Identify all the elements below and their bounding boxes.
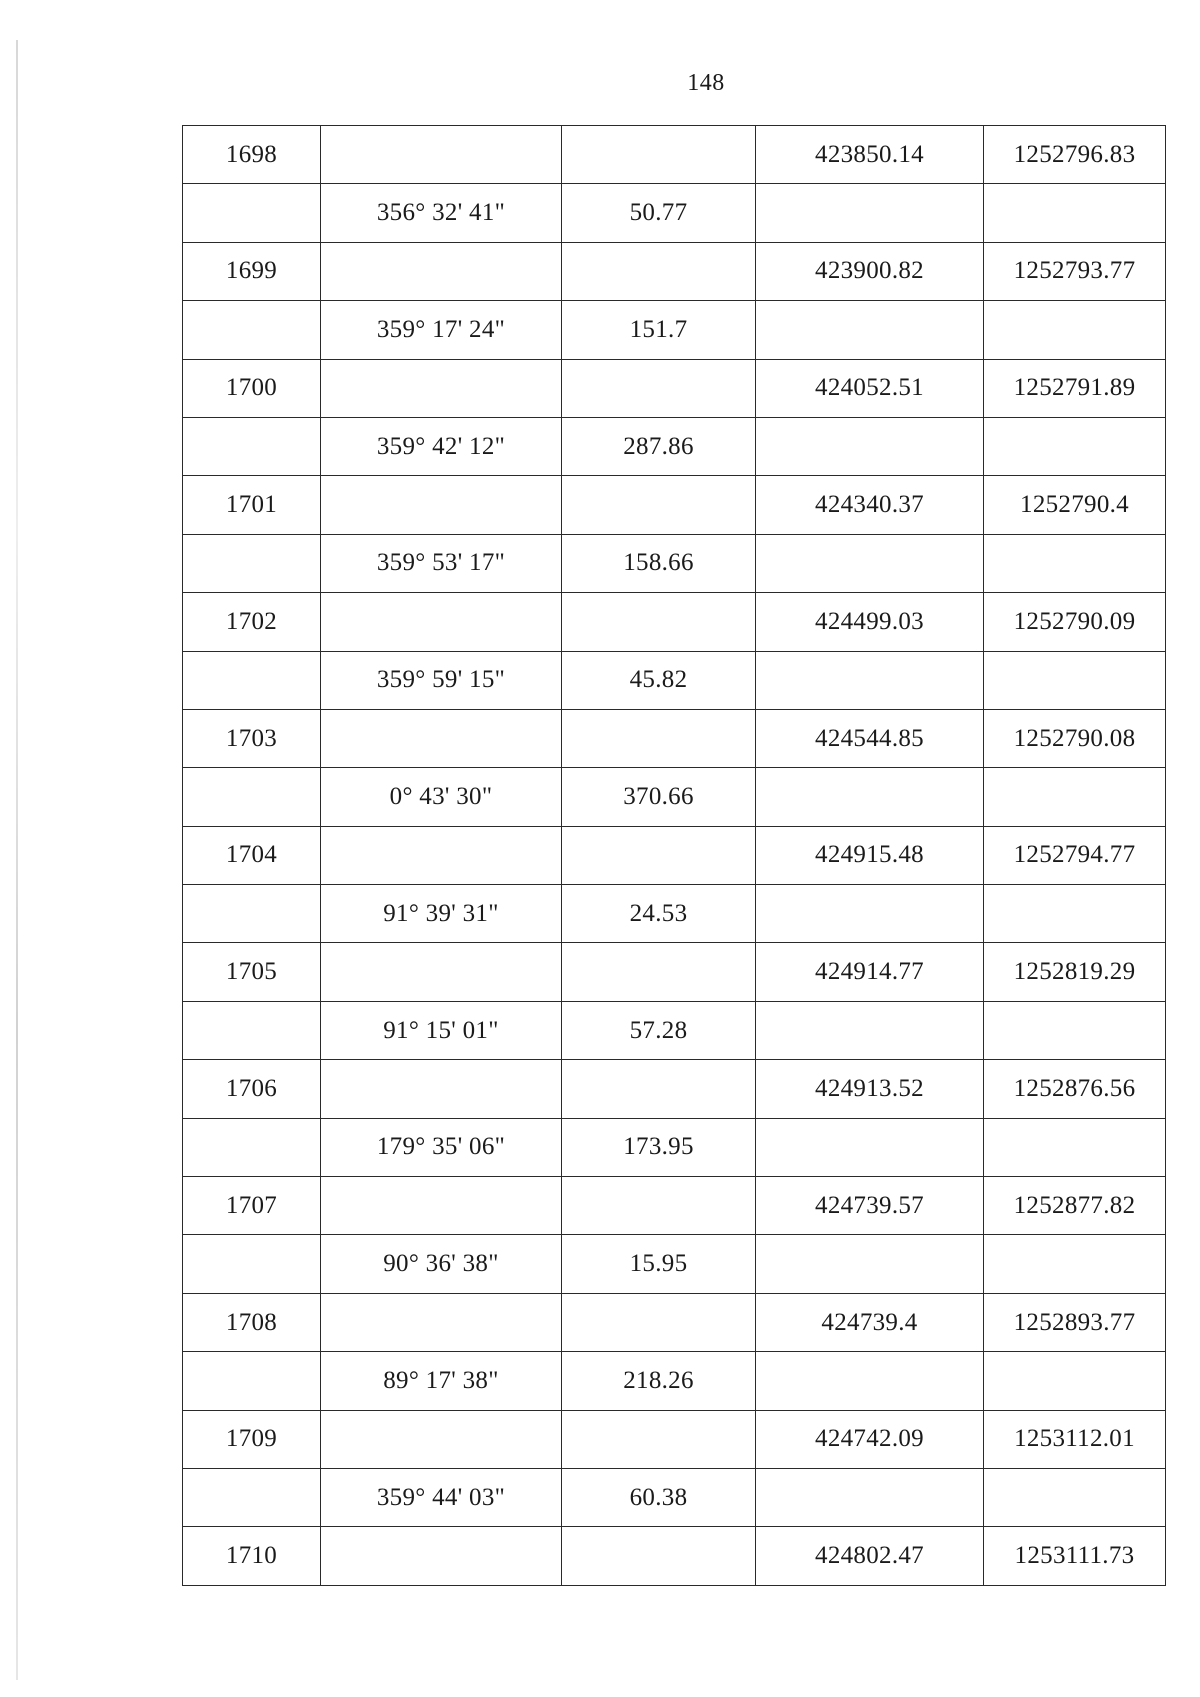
distance-cell (562, 1177, 756, 1235)
bearing-cell: 90° 36' 38" (321, 1235, 562, 1293)
table-row-station (183, 1527, 1166, 1585)
distance-cell (562, 359, 756, 417)
table-row-traverse-leg (183, 1118, 1166, 1176)
bearing-cell: 91° 39' 31" (321, 885, 562, 943)
bearing-cell: 359° 59' 15" (321, 651, 562, 709)
northing-cell: 423900.82 (756, 242, 984, 300)
distance-cell (562, 1060, 756, 1118)
bearing-cell (321, 359, 562, 417)
station-cell (183, 768, 321, 826)
table-row-station (183, 826, 1166, 884)
table-row-station (183, 593, 1166, 651)
distance-cell: 218.26 (562, 1352, 756, 1410)
bearing-cell (321, 943, 562, 1001)
distance-cell: 60.38 (562, 1468, 756, 1526)
station-cell (183, 885, 321, 943)
distance-cell (562, 1410, 756, 1468)
easting-cell: 1252796.83 (984, 126, 1166, 184)
northing-cell (756, 534, 984, 592)
bearing-cell (321, 1410, 562, 1468)
scan-edge-shadow (16, 40, 18, 1680)
distance-cell: 287.86 (562, 417, 756, 475)
northing-cell: 424913.52 (756, 1060, 984, 1118)
station-cell: 1707 (183, 1177, 321, 1235)
table-row-station (183, 1410, 1166, 1468)
easting-cell (984, 1118, 1166, 1176)
station-cell: 1699 (183, 242, 321, 300)
table-row-station (183, 126, 1166, 184)
table-row-station (183, 709, 1166, 767)
northing-cell: 424499.03 (756, 593, 984, 651)
bearing-cell (321, 709, 562, 767)
bearing-cell: 356° 32' 41" (321, 184, 562, 242)
bearing-cell: 91° 15' 01" (321, 1001, 562, 1059)
bearing-cell (321, 242, 562, 300)
northing-cell: 424742.09 (756, 1410, 984, 1468)
station-cell: 1706 (183, 1060, 321, 1118)
easting-cell: 1253111.73 (984, 1527, 1166, 1585)
coordinate-table-body (183, 126, 1166, 1586)
table-row-traverse-leg (183, 1235, 1166, 1293)
station-cell (183, 301, 321, 359)
station-cell (183, 417, 321, 475)
table-row-traverse-leg (183, 651, 1166, 709)
bearing-cell (321, 126, 562, 184)
northing-cell (756, 651, 984, 709)
table-row-station (183, 1177, 1166, 1235)
distance-cell: 24.53 (562, 885, 756, 943)
table-row-station (183, 943, 1166, 1001)
distance-cell (562, 242, 756, 300)
distance-cell (562, 126, 756, 184)
easting-cell (984, 1235, 1166, 1293)
station-cell: 1700 (183, 359, 321, 417)
station-cell: 1701 (183, 476, 321, 534)
bearing-cell (321, 1293, 562, 1351)
easting-cell: 1252794.77 (984, 826, 1166, 884)
easting-cell: 1252877.82 (984, 1177, 1166, 1235)
distance-cell (562, 709, 756, 767)
bearing-cell (321, 1527, 562, 1585)
northing-cell (756, 301, 984, 359)
distance-cell: 50.77 (562, 184, 756, 242)
easting-cell: 1252793.77 (984, 242, 1166, 300)
table-row-traverse-leg (183, 301, 1166, 359)
distance-cell (562, 593, 756, 651)
northing-cell (756, 1352, 984, 1410)
distance-cell: 57.28 (562, 1001, 756, 1059)
station-cell (183, 534, 321, 592)
table-row-traverse-leg (183, 417, 1166, 475)
table-row-traverse-leg (183, 768, 1166, 826)
northing-cell: 424052.51 (756, 359, 984, 417)
table-row-station (183, 359, 1166, 417)
table-row-traverse-leg (183, 1468, 1166, 1526)
easting-cell (984, 534, 1166, 592)
northing-cell (756, 768, 984, 826)
table-row-traverse-leg (183, 1352, 1166, 1410)
distance-cell: 151.7 (562, 301, 756, 359)
northing-cell: 424914.77 (756, 943, 984, 1001)
distance-cell (562, 476, 756, 534)
northing-cell (756, 1235, 984, 1293)
coordinate-table (182, 125, 1166, 1586)
bearing-cell (321, 1060, 562, 1118)
station-cell: 1705 (183, 943, 321, 1001)
bearing-cell: 359° 53' 17" (321, 534, 562, 592)
table-row-station (183, 1293, 1166, 1351)
table-row-traverse-leg (183, 1001, 1166, 1059)
station-cell (183, 1468, 321, 1526)
bearing-cell: 89° 17' 38" (321, 1352, 562, 1410)
northing-cell: 424802.47 (756, 1527, 984, 1585)
northing-cell: 424915.48 (756, 826, 984, 884)
easting-cell (984, 1001, 1166, 1059)
easting-cell (984, 651, 1166, 709)
station-cell (183, 184, 321, 242)
easting-cell (984, 301, 1166, 359)
distance-cell: 45.82 (562, 651, 756, 709)
distance-cell: 158.66 (562, 534, 756, 592)
station-cell (183, 1001, 321, 1059)
northing-cell (756, 1468, 984, 1526)
table-row-traverse-leg (183, 885, 1166, 943)
distance-cell (562, 826, 756, 884)
bearing-cell: 359° 44' 03" (321, 1468, 562, 1526)
northing-cell: 423850.14 (756, 126, 984, 184)
northing-cell (756, 1118, 984, 1176)
bearing-cell: 0° 43' 30" (321, 768, 562, 826)
distance-cell: 173.95 (562, 1118, 756, 1176)
distance-cell: 370.66 (562, 768, 756, 826)
easting-cell: 1252876.56 (984, 1060, 1166, 1118)
northing-cell: 424739.4 (756, 1293, 984, 1351)
easting-cell: 1252790.09 (984, 593, 1166, 651)
bearing-cell (321, 1177, 562, 1235)
northing-cell: 424340.37 (756, 476, 984, 534)
easting-cell: 1252790.4 (984, 476, 1166, 534)
easting-cell: 1252790.08 (984, 709, 1166, 767)
station-cell (183, 1118, 321, 1176)
table-row-station (183, 1060, 1166, 1118)
station-cell: 1703 (183, 709, 321, 767)
station-cell: 1702 (183, 593, 321, 651)
station-cell: 1704 (183, 826, 321, 884)
bearing-cell: 359° 42' 12" (321, 417, 562, 475)
northing-cell: 424739.57 (756, 1177, 984, 1235)
table-row-station (183, 476, 1166, 534)
easting-cell: 1252791.89 (984, 359, 1166, 417)
station-cell: 1708 (183, 1293, 321, 1351)
northing-cell (756, 184, 984, 242)
station-cell (183, 1235, 321, 1293)
distance-cell (562, 1293, 756, 1351)
easting-cell (984, 417, 1166, 475)
northing-cell: 424544.85 (756, 709, 984, 767)
bearing-cell: 179° 35' 06" (321, 1118, 562, 1176)
easting-cell (984, 768, 1166, 826)
distance-cell (562, 1527, 756, 1585)
table-row-traverse-leg (183, 184, 1166, 242)
easting-cell: 1253112.01 (984, 1410, 1166, 1468)
easting-cell: 1252819.29 (984, 943, 1166, 1001)
northing-cell (756, 1001, 984, 1059)
bearing-cell (321, 826, 562, 884)
distance-cell: 15.95 (562, 1235, 756, 1293)
station-cell (183, 651, 321, 709)
northing-cell (756, 885, 984, 943)
distance-cell (562, 943, 756, 1001)
easting-cell (984, 885, 1166, 943)
bearing-cell (321, 593, 562, 651)
station-cell (183, 1352, 321, 1410)
bearing-cell (321, 476, 562, 534)
easting-cell (984, 184, 1166, 242)
station-cell: 1709 (183, 1410, 321, 1468)
table-row-station (183, 242, 1166, 300)
northing-cell (756, 417, 984, 475)
page-number: 148 (687, 70, 725, 96)
station-cell: 1710 (183, 1527, 321, 1585)
table-row-traverse-leg (183, 534, 1166, 592)
easting-cell (984, 1468, 1166, 1526)
easting-cell: 1252893.77 (984, 1293, 1166, 1351)
station-cell: 1698 (183, 126, 321, 184)
bearing-cell: 359° 17' 24" (321, 301, 562, 359)
easting-cell (984, 1352, 1166, 1410)
